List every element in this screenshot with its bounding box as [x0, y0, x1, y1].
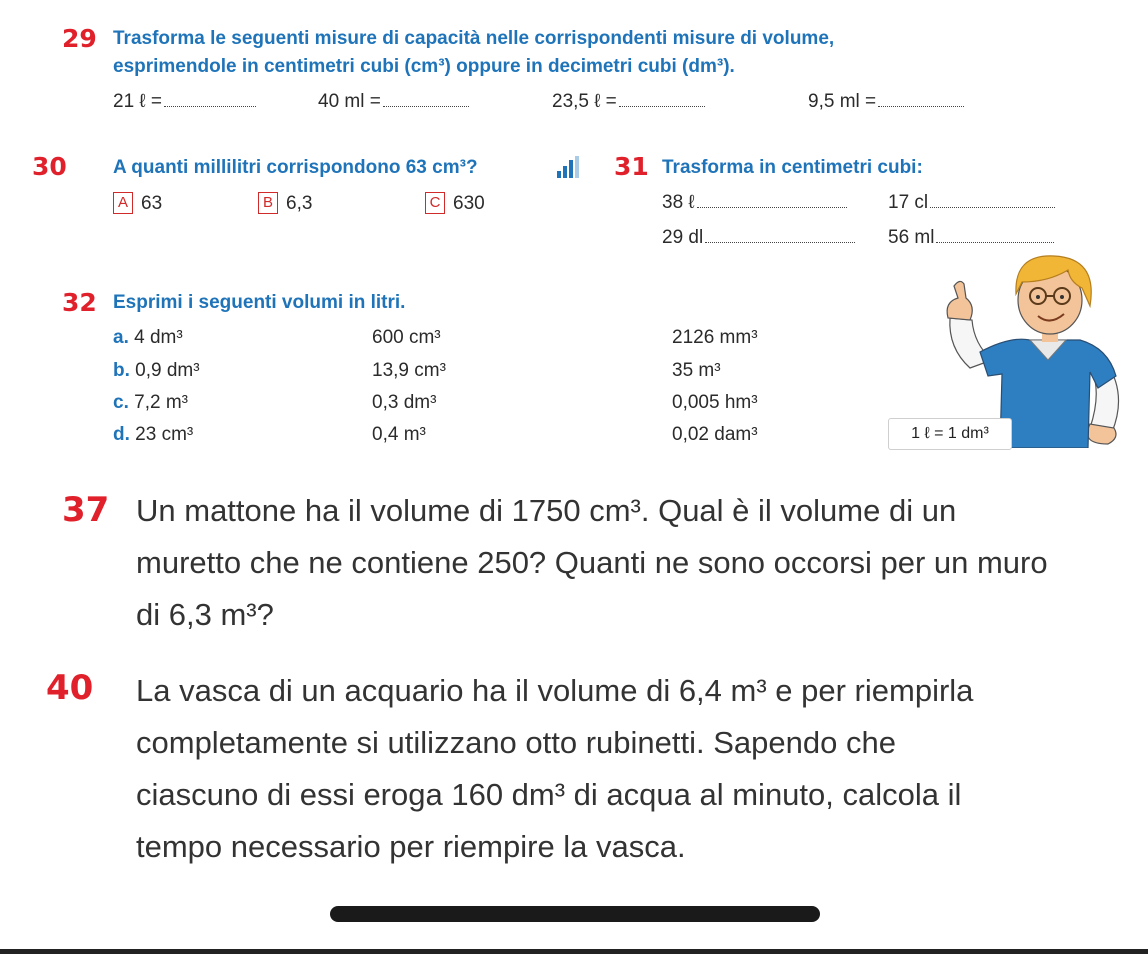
- exercise-31-item-4: 56 ml: [888, 227, 1054, 249]
- exercise-32-row-d: d. 23 cm³: [113, 424, 194, 445]
- bottom-edge-line: [0, 949, 1148, 954]
- exercise-32-row-c-col3: 0,005 hm³: [672, 392, 758, 413]
- exercise-29-text-line1: Trasforma le seguenti misure di capacità nelle corrispondenti misure di volume,: [113, 28, 835, 49]
- exercise-31-item-2: 17 cl: [888, 192, 1055, 214]
- exercise-30-number: 30: [32, 152, 67, 181]
- home-indicator-bar[interactable]: [330, 906, 820, 922]
- exercise-40-number: 40: [46, 668, 94, 708]
- exercise-30-option-a[interactable]: A 63: [113, 192, 162, 215]
- exercise-29-item-2: 40 ml =: [318, 91, 469, 113]
- exercise-32-row-a-col3: 2126 mm³: [672, 327, 758, 348]
- exercise-29-item-1: 21 ℓ =: [113, 91, 256, 113]
- formula-box: 1 ℓ = 1 dm³: [888, 418, 1012, 450]
- exercise-31-item-3: 29 dl: [662, 227, 855, 249]
- exercise-30-option-b[interactable]: B 6,3: [258, 192, 312, 215]
- exercise-32-row-c-col2: 0,3 dm³: [372, 392, 437, 413]
- exercise-29-text-line2: esprimendole in centimetri cubi (cm³) oppure in decimetri cubi (dm³).: [113, 56, 735, 77]
- exercise-32-row-b-col3: 35 m³: [672, 360, 721, 381]
- exercise-32-row-d-col2: 0,4 m³: [372, 424, 426, 445]
- exercise-37-text: Un mattone ha il volume di 1750 cm³. Qual è il volume di un muretto che ne contiene 250? Quanti ne sono occorsi per un muro di 6,3 m³?: [136, 493, 1048, 632]
- difficulty-bars-icon: [557, 156, 581, 178]
- exercise-29-item-3: 23,5 ℓ =: [552, 91, 705, 113]
- exercise-37-number: 37: [62, 490, 110, 530]
- exercise-32-number: 32: [62, 288, 97, 317]
- exercise-32-row-d-col3: 0,02 dam³: [672, 424, 758, 445]
- exercise-31-title: Trasforma in centimetri cubi:: [662, 157, 923, 178]
- exercise-30-option-c[interactable]: C 630: [425, 192, 485, 215]
- exercise-32-row-a-col2: 600 cm³: [372, 327, 441, 348]
- exercise-30-question: A quanti millilitri corrispondono 63 cm³?: [113, 157, 478, 178]
- exercise-40-text: La vasca di un acquario ha il volume di 6,4 m³ e per riempirla completamente si utilizzano otto rubinetti. Sapendo che ciascuno di essi eroga 160 dm³ di acqua al minuto, calcola il tempo necessario per riempire la vasca.: [136, 673, 974, 864]
- exercise-32-row-a: a. 4 dm³: [113, 327, 183, 348]
- exercise-32-row-b-col2: 13,9 cm³: [372, 360, 446, 381]
- exercise-32-row-b: b. 0,9 dm³: [113, 360, 200, 381]
- exercise-29-number: 29: [62, 24, 97, 53]
- exercise-29-item-4: 9,5 ml =: [808, 91, 964, 113]
- exercise-32-row-c: c. 7,2 m³: [113, 392, 188, 413]
- exercise-32-title: Esprimi i seguenti volumi in litri.: [113, 292, 406, 313]
- exercise-31-number: 31: [614, 152, 649, 181]
- exercise-31-item-1: 38 ℓ: [662, 192, 847, 214]
